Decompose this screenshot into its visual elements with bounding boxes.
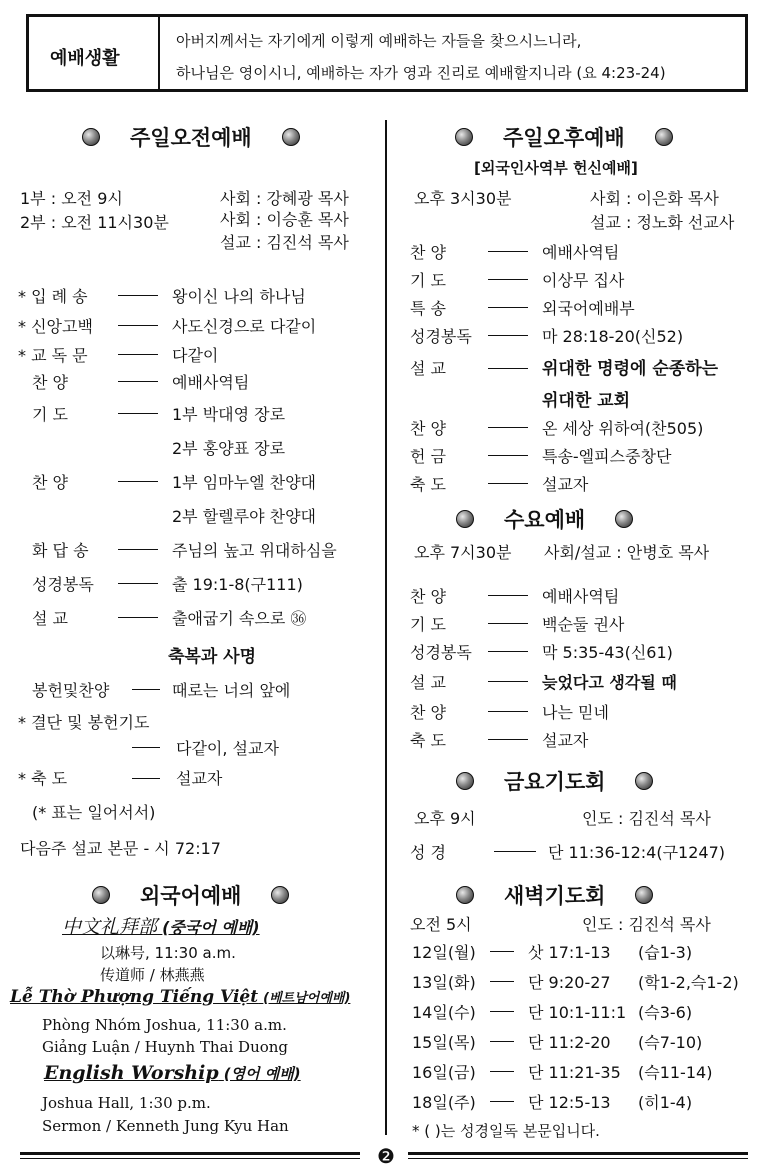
dawn-dash	[490, 951, 514, 952]
dawn-day: 14일(수)	[412, 1003, 476, 1022]
friday-scripture: 단 11:36-12:4(구1247)	[548, 843, 726, 862]
bullet-icon	[655, 128, 673, 146]
dawn-text: 단 9:20-27	[528, 973, 611, 992]
foreign-title: 외국어예배	[92, 880, 289, 910]
offering-dash	[132, 689, 160, 690]
dawn-ref: (슥7-10)	[638, 1033, 703, 1052]
friday-leader: 인도 : 김진석 목사	[582, 809, 711, 828]
afternoon-item-dash	[488, 483, 528, 484]
next-sermon: 다음주 설교 본문 - 시 72:17	[20, 839, 221, 858]
wednesday-item-dash	[488, 681, 528, 682]
morning-item-label: 기 도	[32, 405, 68, 424]
morning-item-value: 예배사역팀	[172, 373, 250, 392]
decision-label: * 결단 및 봉헌기도	[18, 713, 150, 732]
bullet-icon	[92, 886, 110, 904]
wednesday-item-dash	[488, 739, 528, 740]
friday-title: 금요기도회	[456, 766, 653, 796]
afternoon-item-value: 설교자	[542, 475, 589, 494]
wednesday-item-dash	[488, 595, 528, 596]
wednesday-item-label: 성경봉독	[410, 643, 472, 662]
morning-item-value: 1부 박대영 장로	[172, 405, 286, 424]
column-divider	[385, 120, 387, 1135]
dawn-day: 13일(화)	[412, 973, 476, 992]
bullet-icon	[456, 772, 474, 790]
dawn-title: 새벽기도회	[456, 880, 653, 910]
chinese-line2: 传道师 / 林燕燕	[100, 966, 205, 984]
dawn-ref: (습1-3)	[638, 943, 693, 962]
morning-item-value: 출애굽기 속으로 ㊱	[172, 609, 307, 628]
friday-dash	[494, 851, 536, 852]
dawn-text: 단 10:1-11:1	[528, 1003, 627, 1022]
morning-item-dash	[118, 617, 158, 618]
standing-note: (* 표는 일어서서)	[32, 803, 156, 822]
dawn-note: * ( )는 성경일독 본문입니다.	[412, 1122, 600, 1140]
morning-item-dash	[118, 549, 158, 550]
morning-time2: 2부 : 오전 11시30분	[20, 213, 169, 232]
afternoon-item-dash	[488, 455, 528, 456]
bullet-icon	[456, 886, 474, 904]
wednesday-item-dash	[488, 711, 528, 712]
wednesday-item-dash	[488, 651, 528, 652]
dawn-day: 12일(월)	[412, 943, 476, 962]
morning-item-value: 1부 임마누엘 찬양대	[172, 473, 316, 492]
afternoon-item-label: 축 도	[410, 475, 446, 494]
english-line2: Sermon / Kenneth Jung Kyu Han	[42, 1117, 289, 1135]
afternoon-item-value: 외국어예배부	[542, 299, 635, 318]
morning-item-dash	[118, 413, 158, 414]
afternoon-item-label: 특 송	[410, 299, 446, 318]
afternoon-sermon-label: 설 교	[410, 359, 446, 378]
bullet-icon	[635, 772, 653, 790]
afternoon-sermon-line2: 위대한 교회	[542, 391, 631, 411]
afternoon-item-dash	[488, 335, 528, 336]
benediction-value: 설교자	[176, 769, 223, 788]
afternoon-host: 사회 : 이은화 목사	[590, 189, 719, 208]
wednesday-item-label: 찬 양	[410, 587, 446, 606]
morning-item-label: 설 교	[32, 609, 68, 628]
friday-scripture-label: 성 경	[410, 843, 446, 862]
dawn-dash	[490, 1041, 514, 1042]
footer-rule-right	[408, 1152, 748, 1155]
morning-item-label: 화 답 송	[32, 541, 89, 560]
morning-item-dash	[118, 295, 158, 296]
dawn-ref: (슥11-14)	[638, 1063, 713, 1082]
wednesday-item-value: 백순둘 권사	[542, 615, 625, 634]
bullet-icon	[271, 886, 289, 904]
decision-dash	[132, 747, 160, 748]
wednesday-item-value: 나는 믿네	[542, 703, 609, 722]
morning-item-dash	[118, 354, 158, 355]
afternoon-item-label: 헌 금	[410, 447, 446, 466]
header-label: 예배생활	[50, 48, 120, 69]
footer-rule-left-thin	[20, 1158, 360, 1159]
dawn-day: 18일(주)	[412, 1093, 476, 1112]
bullet-icon	[456, 510, 474, 528]
english-heading: English Worship (영어 예배)	[44, 1062, 301, 1084]
morning-item-value: 출 19:1-8(구111)	[172, 575, 303, 594]
morning-host2: 사회 : 이승훈 목사	[220, 210, 349, 229]
afternoon-item-value: 마 28:18-20(신52)	[542, 327, 684, 346]
afternoon-subtitle: [외국인사역부 헌신예배]	[474, 159, 638, 177]
dawn-leader: 인도 : 김진석 목사	[582, 915, 711, 934]
afternoon-item-dash	[488, 251, 528, 252]
dawn-text: 단 11:2-20	[528, 1033, 611, 1052]
dawn-dash	[490, 1101, 514, 1102]
footer-rule-right-thin	[408, 1158, 748, 1159]
wednesday-item-label: 축 도	[410, 731, 446, 750]
wednesday-item-value: 막 5:35-43(신61)	[542, 643, 673, 662]
chinese-line1: 以琳号, 11:30 a.m.	[100, 944, 236, 962]
wednesday-item-value: 늦었다고 생각될 때	[542, 673, 677, 692]
dawn-ref: (슥3-6)	[638, 1003, 693, 1022]
wednesday-item-value: 설교자	[542, 731, 589, 750]
morning-item-label: * 신앙고백	[18, 317, 93, 336]
afternoon-sermon-line1: 위대한 명령에 순종하는	[542, 359, 719, 379]
morning-item-dash	[118, 381, 158, 382]
morning-blessing: 축복과 사명	[168, 647, 257, 667]
benediction-label: * 축 도	[18, 769, 68, 788]
dawn-day: 15일(목)	[412, 1033, 476, 1052]
afternoon-item-label: 찬 양	[410, 419, 446, 438]
dawn-ref: (학1-2,슥1-2)	[638, 973, 739, 992]
afternoon-item-label: 찬 양	[410, 243, 446, 262]
morning-item-dash	[118, 583, 158, 584]
dawn-dash	[490, 1071, 514, 1072]
footer-rule-left	[20, 1152, 360, 1155]
wednesday-host: 사회/설교 : 안병호 목사	[544, 543, 710, 562]
viet-line2: Giảng Luận / Huynh Thai Duong	[42, 1038, 289, 1056]
afternoon-preacher: 설교 : 정노화 선교사	[590, 213, 735, 232]
morning-item-dash	[118, 325, 158, 326]
benediction-dash	[132, 778, 160, 779]
offering-value: 때로는 너의 앞에	[172, 681, 291, 700]
afternoon-title: 주일오후예배	[455, 122, 673, 152]
morning-host1: 사회 : 강혜광 목사	[220, 189, 349, 208]
viet-heading: Lễ Thờ Phượng Tiếng Việt (베트남어예배)	[10, 987, 351, 1007]
dawn-text: 단 11:21-35	[528, 1063, 621, 1082]
afternoon-item-dash	[488, 279, 528, 280]
morning-item-label: * 입 례 송	[18, 287, 88, 306]
wednesday-time: 오후 7시30분	[414, 543, 512, 562]
morning-item-dash	[118, 481, 158, 482]
bullet-icon	[615, 510, 633, 528]
afternoon-item-label: 기 도	[410, 271, 446, 290]
morning-item-value: 2부 홍양표 장로	[172, 439, 286, 458]
english-line1: Joshua Hall, 1:30 p.m.	[42, 1094, 211, 1112]
morning-preacher: 설교 : 김진석 목사	[220, 233, 349, 252]
chinese-heading: 中文礼拜部 (중국어 예배)	[62, 916, 260, 938]
morning-item-value: 사도신경으로 다같이	[172, 317, 317, 336]
viet-line1: Phòng Nhóm Joshua, 11:30 a.m.	[42, 1016, 287, 1034]
bullet-icon	[455, 128, 473, 146]
afternoon-item-dash	[488, 307, 528, 308]
wednesday-title: 수요예배	[456, 504, 633, 534]
afternoon-item-value: 이상무 집사	[542, 271, 625, 290]
friday-time: 오후 9시	[414, 809, 476, 828]
wednesday-item-value: 예배사역팀	[542, 587, 620, 606]
bullet-icon	[82, 128, 100, 146]
morning-time1: 1부 : 오전 9시	[20, 189, 123, 208]
header-divider	[158, 14, 160, 92]
afternoon-sermon-dash	[488, 368, 528, 369]
afternoon-item-value: 특송-엘피스중창단	[542, 447, 672, 466]
dawn-day: 16일(금)	[412, 1063, 476, 1082]
wednesday-item-dash	[488, 623, 528, 624]
dawn-text: 삿 17:1-13	[528, 943, 611, 962]
wednesday-item-label: 찬 양	[410, 703, 446, 722]
dawn-time: 오전 5시	[410, 915, 472, 934]
offering-label: 봉헌및찬양	[32, 681, 110, 700]
morning-item-label: * 교 독 문	[18, 346, 88, 365]
header-verse-line1: 아버지께서는 자기에게 이렇게 예배하는 자들을 찾으시느니라,	[176, 32, 582, 50]
morning-item-label: 찬 양	[32, 473, 68, 492]
bullet-icon	[635, 886, 653, 904]
afternoon-item-label: 성경봉독	[410, 327, 472, 346]
afternoon-item-value: 예배사역팀	[542, 243, 620, 262]
morning-item-value: 2부 할렐루야 찬양대	[172, 507, 316, 526]
wednesday-item-label: 설 교	[410, 673, 446, 692]
morning-item-value: 왕이신 나의 하나님	[172, 287, 306, 306]
dawn-dash	[490, 1011, 514, 1012]
morning-item-value: 주님의 높고 위대하심을	[172, 541, 337, 560]
morning-item-label: 찬 양	[32, 373, 68, 392]
afternoon-item-value: 온 세상 위하여(찬505)	[542, 419, 704, 438]
bullet-icon	[282, 128, 300, 146]
dawn-dash	[490, 981, 514, 982]
morning-title: 주일오전예배	[82, 122, 300, 152]
wednesday-item-label: 기 도	[410, 615, 446, 634]
header-verse-line2: 하나님은 영이시니, 예배하는 자가 영과 진리로 예배할지니라 (요 4:23-24)	[176, 64, 666, 82]
morning-item-label: 성경봉독	[32, 575, 94, 594]
dawn-ref: (히1-4)	[638, 1093, 693, 1112]
page-number: ❷	[377, 1144, 395, 1168]
afternoon-item-dash	[488, 427, 528, 428]
afternoon-time: 오후 3시30분	[414, 189, 512, 208]
morning-item-value: 다같이	[172, 346, 219, 365]
decision-value: 다같이, 설교자	[176, 739, 279, 758]
dawn-text: 단 12:5-13	[528, 1093, 611, 1112]
